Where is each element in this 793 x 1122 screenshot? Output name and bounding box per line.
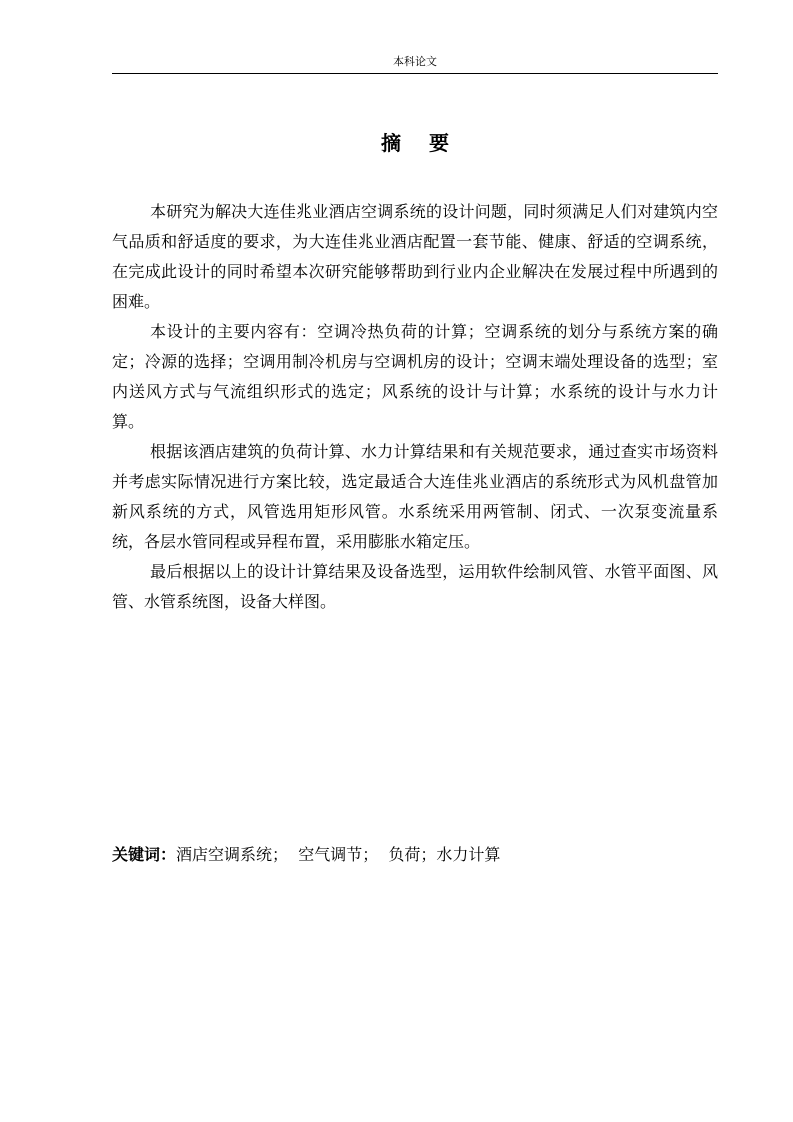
running-header: 本科论文 [393, 55, 437, 68]
keywords-text: 酒店空调系统； 空气调节； 负荷；水力计算 [176, 845, 501, 864]
abstract-title: 摘要 [381, 131, 477, 155]
abstract-paragraph-2: 本设计的主要内容有：空调冷热负荷的计算；空调系统的划分与系统方案的确定；冷源的选择；空调用制冷机房与空调机房的设计；空调末端处理设备的选型；室内送风方式与气流组织形式的选定；风系统的设计与计算；水系统的设计与水力计算。 [112, 322, 718, 431]
abstract-paragraph-4: 最后根据以上的设计计算结果及设备选型，运用软件绘制风管、水管平面图、风管、水管系统图，设备大样图。 [112, 562, 718, 611]
abstract-body [112, 197, 718, 617]
keywords-label: 关键词： [112, 845, 177, 864]
abstract-paragraph-3: 根据该酒店建筑的负荷计算、水力计算结果和有关规范要求，通过查实市场资料并考虑实际情况进行方案比较，选定最适合大连佳兆业酒店的系统形式为风机盘管加新风系统的方式，风管选用矩形风管。水系统采用两管制、闭式、一次泵变流量系统，各层水管同程或异程布置，采用膨胀水箱定压。 [112, 442, 718, 551]
keywords-line [112, 843, 718, 867]
header-rule [112, 73, 718, 74]
abstract-paragraph-1: 本研究为解决大连佳兆业酒店空调系统的设计问题，同时须满足人们对建筑内空气品质和舒适度的要求，为大连佳兆业酒店配置一套节能、健康、舒适的空调系统，在完成此设计的同时希望本次研究能够帮助到行业内企业解决在发展过程中所遇到的困难。 [112, 202, 718, 311]
